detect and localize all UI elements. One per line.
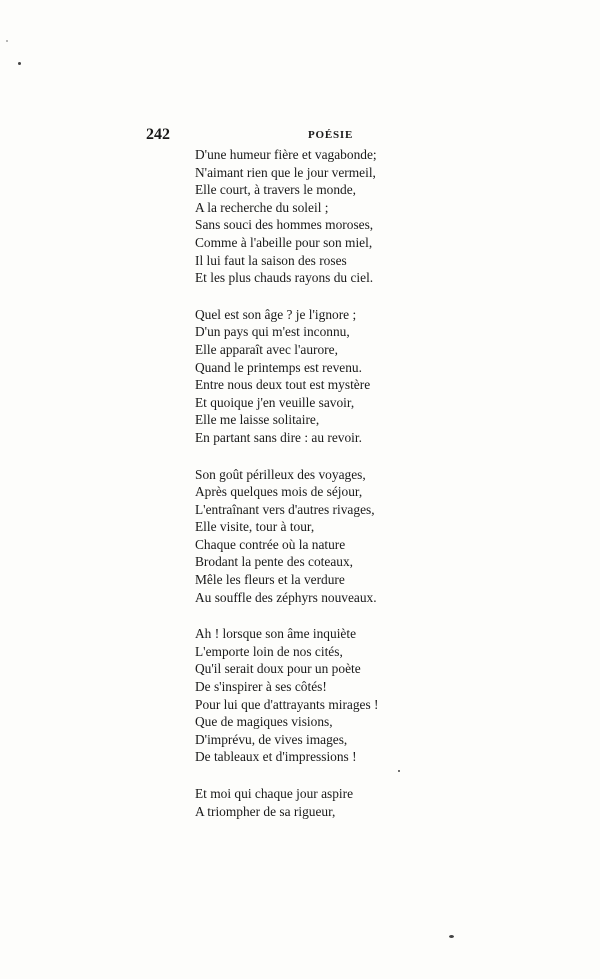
stanza-5 — [195, 785, 435, 820]
scan-speck — [449, 935, 454, 938]
verse-line: A triompher de sa rigueur, — [195, 803, 336, 819]
verse-line: L'emporte loin de nos cités, — [195, 643, 343, 659]
verse-line: Il lui faut la saison des roses — [195, 252, 347, 268]
verse-line: Et moi qui chaque jour aspire — [195, 786, 354, 801]
verse-line: Entre nous deux tout est mystère — [195, 377, 371, 393]
verse-line: De s'inspirer à ses côtés! — [195, 679, 327, 695]
verse-line: Elle court, à travers le monde, — [195, 182, 356, 198]
stanza-3 — [195, 466, 435, 607]
page-header — [146, 126, 406, 146]
verse-line: Et quoique j'en veuille savoir, — [195, 394, 355, 410]
scan-speck — [18, 62, 21, 65]
stanza-2 — [195, 306, 435, 447]
verse-line: Elle apparaît avec l'aurore, — [195, 341, 338, 357]
verse-line: Après quelques mois de séjour, — [195, 484, 363, 500]
verse-line: D'une humeur fière et vagabonde; — [195, 147, 377, 162]
verse-line: Pour lui que d'attrayants mirages ! — [195, 696, 379, 712]
verse-line: D'imprévu, de vives images, — [195, 731, 348, 747]
verse-line: Et les plus chauds rayons du ciel. — [195, 270, 374, 286]
running-head: POÉSIE — [308, 129, 354, 141]
poem — [195, 146, 435, 839]
verse-line: Sans souci des hommes moroses, — [195, 217, 374, 233]
verse-line: A la recherche du soleil ; — [195, 199, 329, 215]
verse-line: Elle visite, tour à tour, — [195, 519, 315, 535]
verse-line: De tableaux et d'impressions ! — [195, 749, 357, 765]
verse-line: Elle me laisse solitaire, — [195, 412, 320, 428]
verse-line: D'un pays qui m'est inconnu, — [195, 324, 350, 340]
verse-line: N'aimant rien que le jour vermeil, — [195, 164, 376, 180]
verse-line: Son goût périlleux des voyages, — [195, 466, 366, 482]
verse-line: Brodant la pente des coteaux, — [195, 554, 354, 570]
stanza-4 — [195, 625, 435, 766]
page-number: 242 — [146, 126, 170, 143]
verse-line: Que de magiques visions, — [195, 714, 333, 730]
verse-line: En partant sans dire : au revoir. — [195, 429, 362, 445]
verse-line: Au souffle des zéphyrs nouveaux. — [195, 589, 377, 605]
scan-speck — [398, 770, 400, 772]
stanza-1 — [195, 146, 435, 287]
scan-speck — [6, 40, 8, 42]
verse-line: Ah ! lorsque son âme inquiète — [195, 626, 357, 642]
verse-line: Comme à l'abeille pour son miel, — [195, 234, 373, 250]
verse-line: Chaque contrée où la nature — [195, 536, 346, 552]
verse-line: Quand le printemps est revenu. — [195, 359, 362, 375]
verse-line: Mêle les fleurs et la verdure — [195, 572, 345, 588]
verse-line: Quel est son âge ? je l'ignore ; — [195, 306, 357, 322]
verse-line: L'entraînant vers d'autres rivages, — [195, 501, 375, 517]
verse-line: Qu'il serait doux pour un poète — [195, 661, 361, 677]
